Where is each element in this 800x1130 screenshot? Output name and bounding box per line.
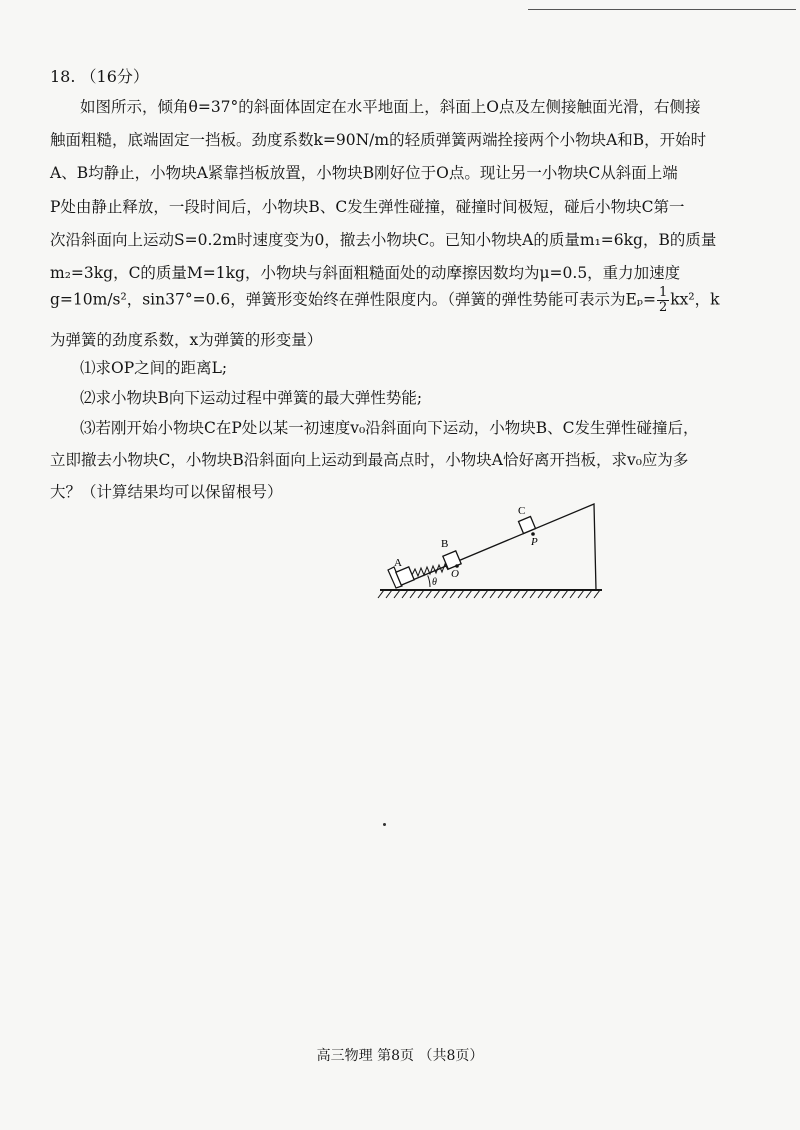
question-header [50,64,149,87]
stem-line-2: 触面粗糙，底端固定一挡板。劲度系数k=90N/m的轻质弹簧两端拴接两个小物块A和B，开始时 [50,131,707,149]
incline-figure [372,496,612,604]
sub-question-1: ⑴求OP之间的距离L; [80,359,228,377]
stem-line-7-text: g=10m/s²，sin37°=0.6，弹簧形变始终在弹性限度内。（弹簧的弹性势能可表示为Eₚ= [50,290,656,309]
fraction-numerator: 1 [658,285,668,300]
stem-line-7-tail: kx²，k [670,290,720,309]
label-o: O [451,568,459,580]
top-rule [528,9,796,10]
stem-line-5: 次沿斜面向上运动S=0.2m时速度变为0，撤去小物块C。已知小物块A的质量m₁=6kg，B的质量 [50,231,717,249]
stem-line-6: m₂=3kg，C的质量M=1kg，小物块与斜面粗糙面处的动摩擦因数均为μ=0.5，重力加速度 [50,264,681,282]
label-c: C [518,505,526,517]
sub-question-3-line-2: 立即撤去小物块C，小物块B沿斜面向上运动到最高点时，小物块A恰好离开挡板，求v₀应为多 [50,451,689,469]
label-theta: θ [432,577,437,588]
sub-question-3-line-1: ⑶若刚开始小物块C在P处以某一初速度v₀沿斜面向下运动，小物块B、C发生弹性碰撞后， [80,419,699,437]
sub-question-2: ⑵求小物块B向下运动过程中弹簧的最大弹性势能; [80,389,423,407]
stem-line-1: 如图所示，倾角θ=37°的斜面体固定在水平地面上，斜面上O点及左侧接触面光滑，右侧接 [80,98,701,116]
stem-line-8: 为弹簧的劲度系数，x为弹簧的形变量） [50,331,323,349]
sub-question-3-line-3: 大？（计算结果均可以保留根号） [50,483,283,501]
scan-speck [383,823,386,826]
question-points: （16分） [80,67,149,86]
label-b: B [441,538,449,550]
block-c [518,516,535,533]
spring [412,564,448,576]
angle-arc [428,575,430,587]
ground-hatching [378,590,600,598]
half-fraction [657,286,669,315]
label-p: P [531,536,538,548]
label-a: A [394,557,402,569]
stem-line-4: P处由静止释放，一段时间后，小物块B、C发生弹性碰撞，碰撞时间极短，碰后小物块C第一 [50,198,685,216]
question-number: 18. [50,67,76,86]
stem-line-3: A、B均静止，小物块A紧靠挡板放置，小物块B刚好位于O点。现让另一小物块C从斜面上端 [50,164,678,182]
stem-line-7 [50,286,720,315]
page-footer: 高三物理 第8页 （共8页） [316,1048,484,1064]
fraction-denominator: 2 [658,300,668,315]
incline-outline [396,504,596,590]
